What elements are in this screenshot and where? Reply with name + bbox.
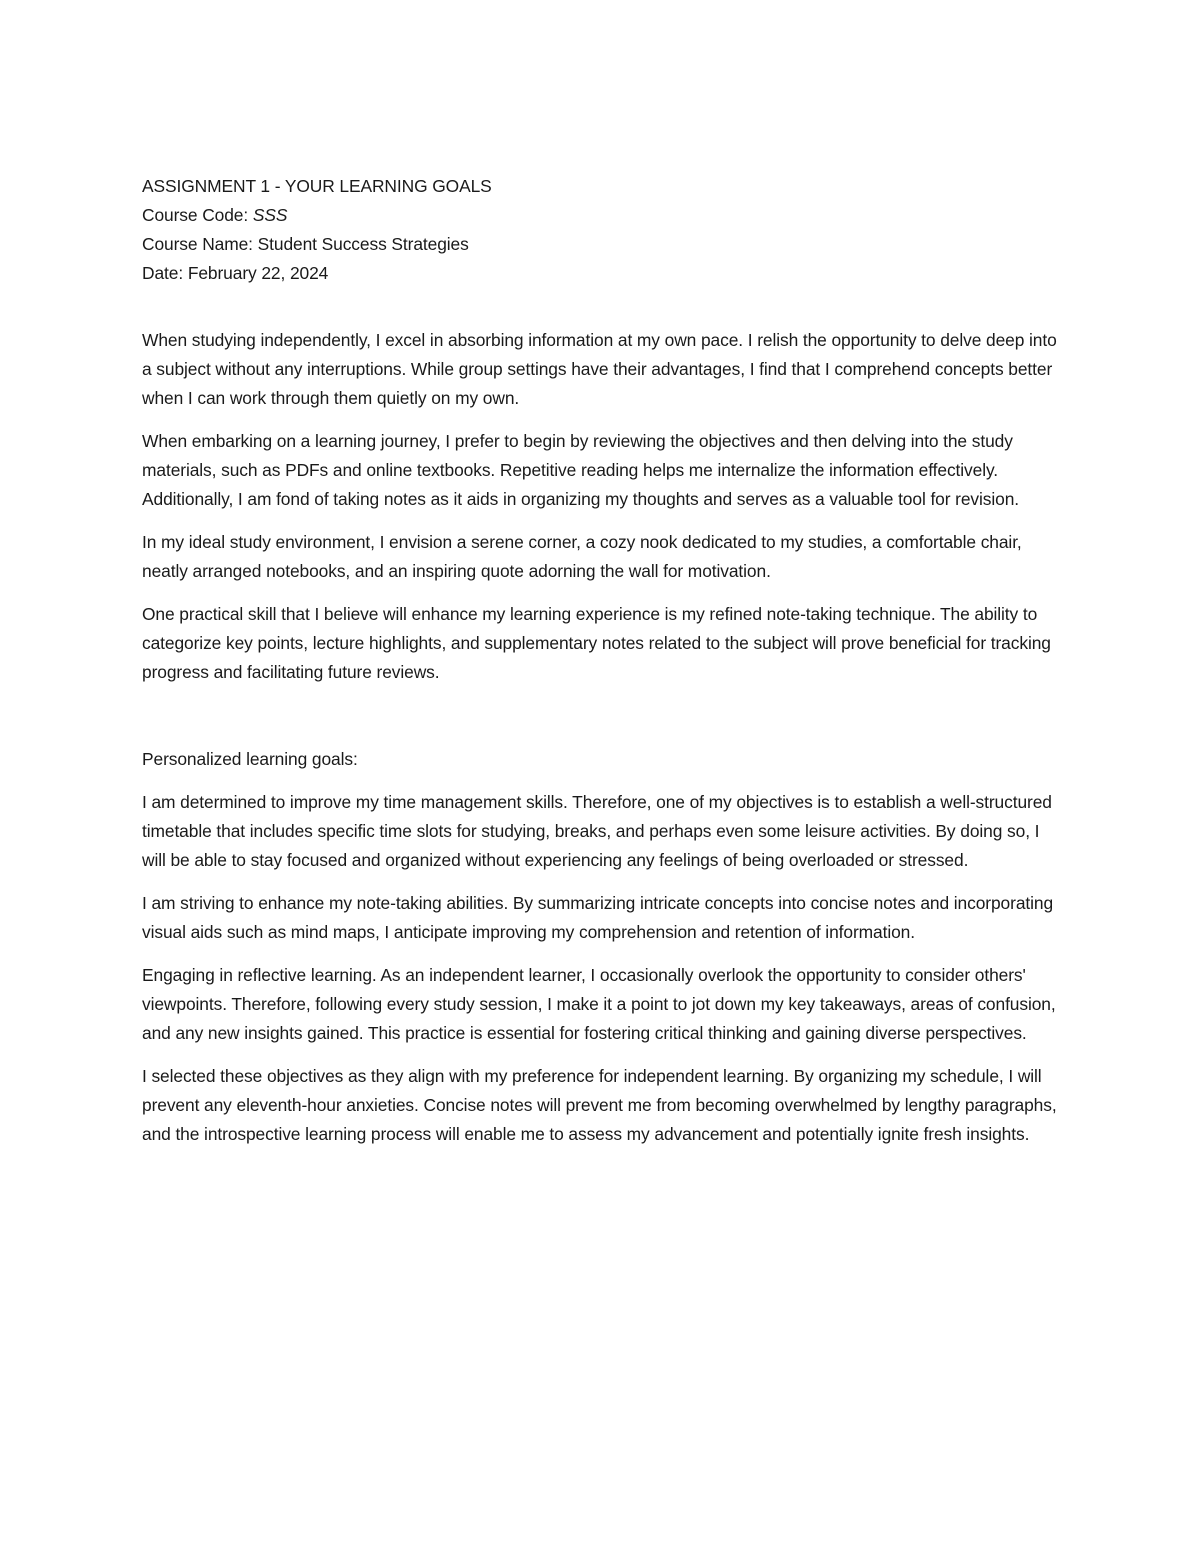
goals-heading: Personalized learning goals: [142, 749, 358, 769]
reflection-paragraph: One practical skill that I believe will enhance my learning experience is my refined note-taking technique. The ability to categorize key points, lecture highlights, and supplementary notes related to the subject will prove beneficial for tracking progress and facilitating future reviews. [142, 604, 1051, 682]
course-name-value: Student Success Strategies [257, 234, 469, 254]
date-value: February 22, 2024 [187, 263, 329, 283]
goal-paragraph: I selected these objectives as they align with my preference for independent learning. By organizing my schedule, I will prevent any eleventh-hour anxieties. Concise notes will prevent me from becoming overwhelmed by lengthy paragraphs, and the introspective learning process will enable me to assess my advancement and potentially ignite fresh insights. [142, 1066, 1057, 1144]
goal-paragraph: Engaging in reflective learning. As an independent learner, I occasionally overlook the opportunity to consider others' viewpoints. Therefore, following every study session, I make it a point to jot down my key takeaways, areas of confusion, and any new insights gained. This practice is essential for fostering critical thinking and gaining diverse perspectives. [142, 965, 1056, 1043]
assignment-title: ASSIGNMENT 1 - YOUR LEARNING GOALS [142, 176, 492, 196]
goal-paragraph: I am determined to improve my time management skills. Therefore, one of my objectives is to establish a well-structured timetable that includes specific time slots for studying, breaks, and perhaps even some leisure activities. By doing so, I will be able to stay focused and organized without experiencing any feelings of being overloaded or stressed. [142, 792, 1052, 870]
goal-paragraph: I am striving to enhance my note-taking abilities. By summarizing intricate concepts into concise notes and incorporating visual aids such as mind maps, I anticipate improving my comprehension and retention of information. [142, 893, 1054, 942]
course-name-line [142, 230, 1067, 259]
course-name-label: Course Name: [142, 234, 258, 254]
reflection-paragraph: In my ideal study environment, I envision a serene corner, a cozy nook dedicated to my studies, a comfortable chair, neatly arranged notebooks, and an inspiring quote adorning the wall for motivation. [142, 532, 1022, 581]
reflection-paragraph: When embarking on a learning journey, I prefer to begin by reviewing the objectives and then delving into the study materials, such as PDFs and online textbooks. Repetitive reading helps me internalize the information effectively. Additionally, I am fond of taking notes as it aids in organizing my thoughts and serves as a valuable tool for revision. [142, 431, 1020, 509]
course-code-line [142, 201, 1067, 230]
course-code-value: SSS [252, 205, 288, 225]
document-content [142, 172, 1067, 1163]
date-line [142, 259, 1067, 288]
reflection-paragraph: When studying independently, I excel in absorbing information at my own pace. I relish the opportunity to delve deep into a subject without any interruptions. While group settings have their advantages, I find that I comprehend concepts better when I can work through them quietly on my own. [142, 330, 1057, 408]
course-code-label: Course Code: [142, 205, 253, 225]
date-label: Date: [142, 263, 188, 283]
